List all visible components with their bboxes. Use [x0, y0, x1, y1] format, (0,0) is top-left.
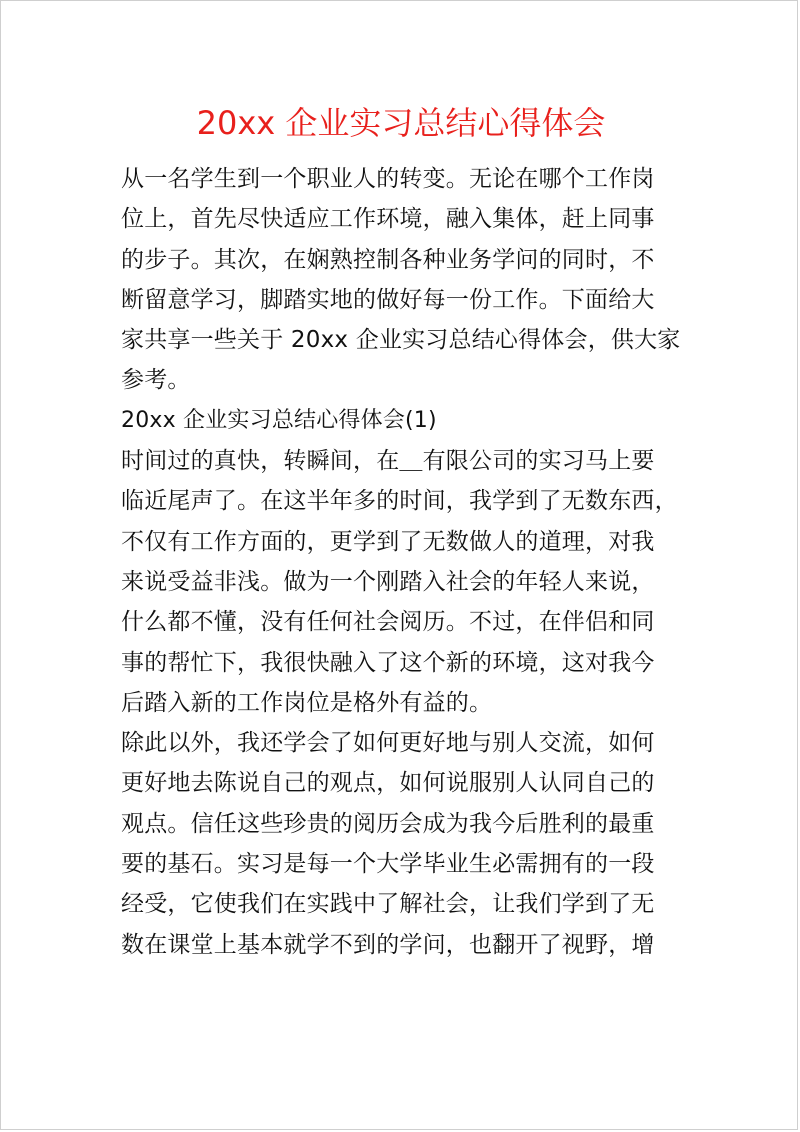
- body-line: 经受，它使我们在实践中了解社会，让我们学到了无: [121, 891, 655, 918]
- body-line: 要的基石。实习是每一个大学毕业生必需拥有的一段: [121, 851, 655, 878]
- body-line: 什么都不懂，没有任何社会阅历。不过，在伴侣和同: [121, 609, 655, 636]
- body-line: 位上，首先尽快适应工作环境，融入集体，赶上同事: [121, 206, 655, 233]
- body-line: 的步子。其次，在娴熟控制各种业务学问的同时，不: [121, 246, 655, 273]
- section-heading: 20xx 企业实习总结心得体会(1): [121, 407, 437, 433]
- body-line: 家共享一些关于 20xx 企业实习总结心得体会，供大家: [121, 327, 681, 354]
- body-line: 数在课堂上基本就学不到的学问，也翻开了视野，增: [121, 931, 655, 958]
- body-line: 从一名学生到一个职业人的转变。无论在哪个工作岗: [121, 166, 655, 192]
- document-title: 20xx 企业实习总结心得体会: [196, 104, 606, 142]
- body-line: 来说受益非浅。做为一个刚踏入社会的年轻人来说，: [121, 568, 655, 595]
- body-line: 事的帮忙下，我很快融入了这个新的环境，这对我今: [121, 649, 655, 676]
- body-line: 参考。: [121, 367, 191, 394]
- body-line: 临近尾声了。在这半年多的时间，我学到了无数东西，: [121, 488, 678, 515]
- body-line: 除此以外，我还学会了如何更好地与别人交流，如何: [121, 730, 655, 757]
- document-body: [121, 159, 691, 965]
- body-line: 观点。信任这些珍贵的阅历会成为我今后胜利的最重: [121, 810, 655, 837]
- body-line: 后踏入新的工作岗位是格外有益的。: [121, 689, 493, 716]
- body-line: 断留意学习，脚踏实地的做好每一份工作。下面给大: [121, 286, 655, 313]
- body-line: 时间过的真快，转瞬间，在＿有限公司的实习马上要: [121, 448, 655, 475]
- body-line: 更好地去陈说自己的观点，如何说服别人认同自己的: [121, 770, 655, 797]
- body-line: 不仅有工作方面的，更学到了无数做人的道理，对我: [121, 528, 655, 555]
